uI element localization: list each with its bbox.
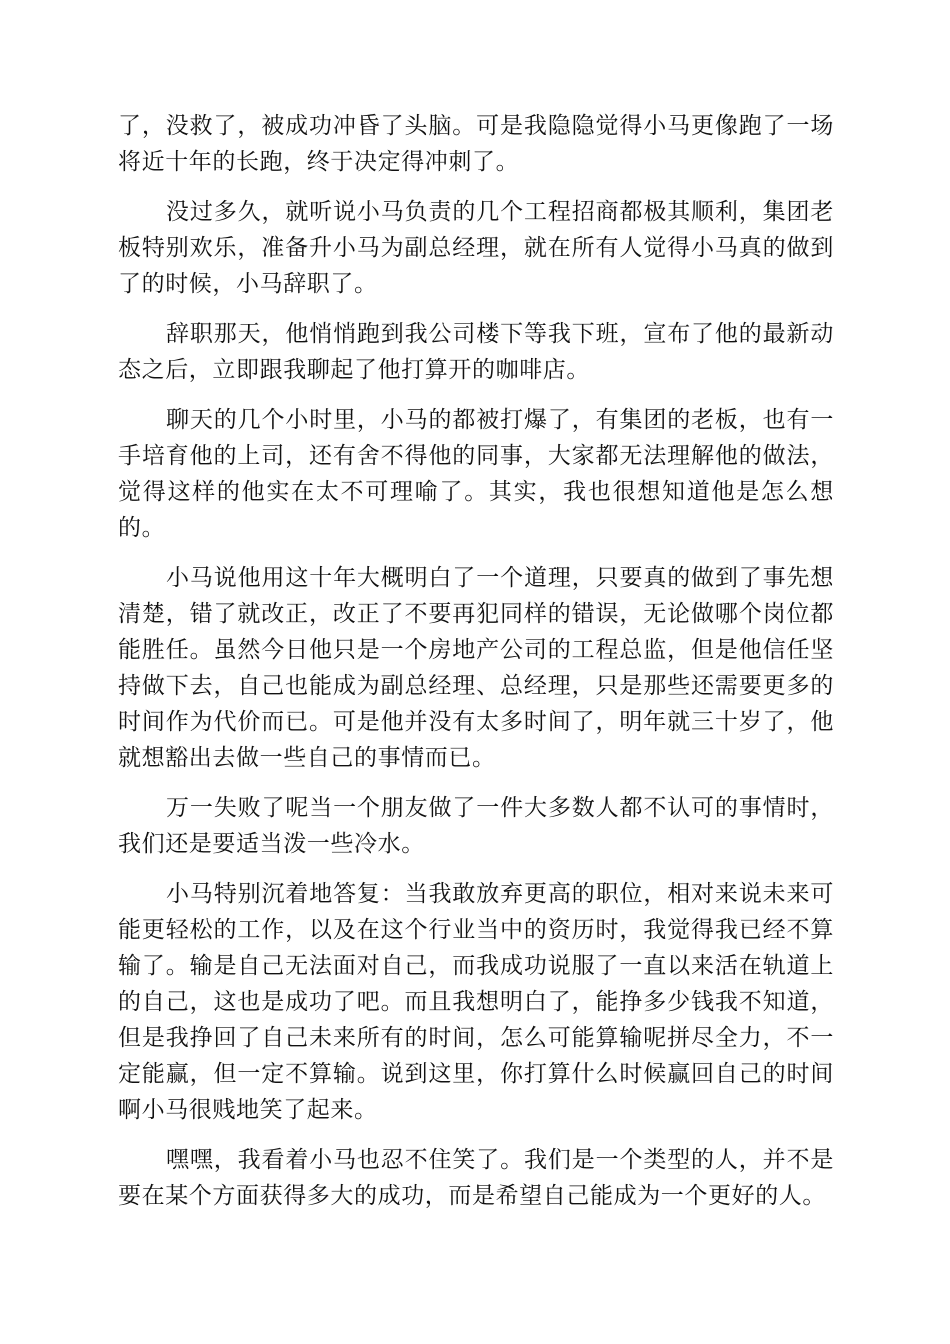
- paragraph-7: 小马特别沉着地答复：当我敢放弃更高的职位，相对来说未来可能更轻松的工作，以及在这个行业当中的资历时，我觉得我已经不算输了。输是自己无法面对自己，而我成功说服了一直以来活在轨道上的自己，这也是成功了吧。而且我想明白了，能挣多少钱我不知道，但是我挣回了自己未来所有的时间，怎么可能算输呢拼尽全力，不一定能赢，但一定不算输。说到这里，你打算什么时候赢回自己的时间啊小马很贱地笑了起来。: [118, 881, 834, 1123]
- paragraph-5: 小马说他用这十年大概明白了一个道理，只要真的做到了事先想清楚，错了就改正，改正了不要再犯同样的错误，无论做哪个岗位都能胜任。虽然今日他只是一个房地产公司的工程总监，但是他信任坚持做下去，自己也能成为副总经理、总经理，只是那些还需要更多的时间作为代价而已。可是他并没有太多时间了，明年就三十岁了，他就想豁出去做一些自己的事情而已。: [118, 565, 834, 771]
- paragraph-1: 了，没救了，被成功冲昏了头脑。可是我隐隐觉得小马更像跑了一场将近十年的长跑，终于决定得冲刺了。: [118, 113, 834, 175]
- document-body: [118, 108, 834, 1228]
- paragraph-8: 嘿嘿，我看着小马也忍不住笑了。我们是一个类型的人，并不是要在某个方面获得多大的成功，而是希望自己能成为一个更好的人。: [118, 1147, 834, 1209]
- paragraph-6: 万一失败了呢当一个朋友做了一件大多数人都不认可的事情时，我们还是要适当泼一些冷水。: [118, 795, 834, 857]
- paragraph-2: 没过多久，就听说小马负责的几个工程招商都极其顺利，集团老板特别欢乐，准备升小马为副总经理，就在所有人觉得小马真的做到了的时候，小马辞职了。: [118, 199, 834, 297]
- paragraph-4: 聊天的几个小时里，小马的都被打爆了，有集团的老板，也有一手培育他的上司，还有舍不得他的同事，大家都无法理解他的做法，觉得这样的他实在太不可理喻了。其实，我也很想知道他是怎么想的。: [118, 407, 834, 541]
- paragraph-3: 辞职那天，他悄悄跑到我公司楼下等我下班，宣布了他的最新动态之后，立即跟我聊起了他打算开的咖啡店。: [118, 321, 834, 383]
